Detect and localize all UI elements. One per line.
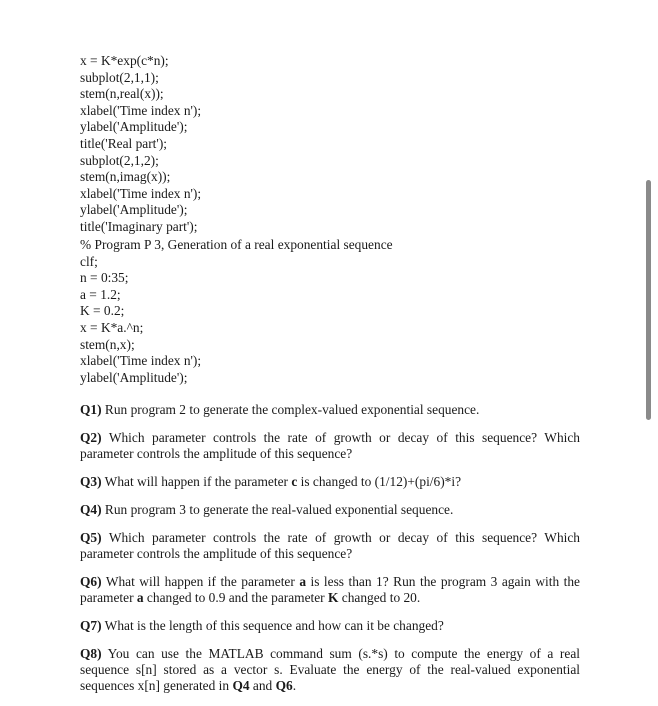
question-item xyxy=(80,618,580,634)
question-text: What will happen if the parameter xyxy=(101,574,300,589)
question-emphasis: K xyxy=(328,590,339,605)
question-text: and xyxy=(249,678,276,693)
question-emphasis: c xyxy=(291,474,298,489)
program2-code-line: stem(n,real(x)); xyxy=(80,86,164,102)
question-text: You can use the MATLAB command sum (s.*s) to compute the energy of a real sequence s[n] stored as a vector s. Evaluate the energy of the real-valued exponential sequences x[n] generated in xyxy=(80,646,580,693)
program3-code-line: a = 1.2; xyxy=(80,286,121,302)
question-item xyxy=(80,574,580,606)
program2-code-line: x = K*exp(c*n); xyxy=(80,53,169,68)
question-item xyxy=(80,530,580,562)
question-text: is changed to (1/12)+(pi/6)*i? xyxy=(297,474,462,489)
program2-code-line: xlabel('Time index n'); xyxy=(80,185,202,201)
program3-code-line: xlabel('Time index n'); xyxy=(80,353,202,369)
question-text: is less than 1? Run the program 3 again with the parameter xyxy=(80,574,580,605)
program2-code-line: subplot(2,1,1); xyxy=(80,69,159,85)
question-label: Q1) xyxy=(80,402,102,417)
question-text: Which parameter controls the rate of growth or decay of this sequence? Which parameter controls the amplitude of this sequence? xyxy=(80,530,580,561)
program3-code-line: x = K*a.^n; xyxy=(80,319,144,335)
program3-code-line: ylabel('Amplitude'); xyxy=(80,369,188,385)
question-text: changed to 0.9 and the parameter xyxy=(143,590,328,605)
program2-code-line: subplot(2,1,2); xyxy=(80,152,159,168)
question-item xyxy=(80,474,580,490)
questions-list xyxy=(80,402,580,706)
program2-code-line: xlabel('Time index n'); xyxy=(80,102,202,118)
program2-code-block xyxy=(80,53,201,236)
question-item xyxy=(80,646,580,694)
question-item xyxy=(80,402,580,418)
question-item xyxy=(80,502,580,518)
question-label: Q6) xyxy=(80,574,102,589)
program3-code-block xyxy=(80,237,393,386)
vertical-scrollbar[interactable] xyxy=(646,180,651,420)
question-text: changed to 20. xyxy=(338,590,421,605)
question-text: What is the length of this sequence and how can it be changed? xyxy=(101,618,444,633)
program2-code-line: ylabel('Amplitude'); xyxy=(80,119,188,135)
question-label: Q8) xyxy=(80,646,102,661)
question-text: What will happen if the parameter xyxy=(101,474,292,489)
program3-code-line: stem(n,x); xyxy=(80,336,135,352)
question-label: Q3) xyxy=(80,474,102,489)
question-emphasis: a xyxy=(136,590,144,605)
question-item xyxy=(80,430,580,462)
program2-code-line: stem(n,imag(x)); xyxy=(80,169,171,185)
question-text: . xyxy=(292,678,297,693)
program2-code-line: title('Imaginary part'); xyxy=(80,218,198,234)
question-text: Run program 2 to generate the complex-valued exponential sequence. xyxy=(101,402,480,417)
program2-code-line: ylabel('Amplitude'); xyxy=(80,202,188,218)
question-emphasis: Q4 xyxy=(232,678,250,693)
program2-code-line: title('Real part'); xyxy=(80,135,167,151)
program3-code-line: % Program P 3, Generation of a real exponential sequence xyxy=(80,237,393,252)
program3-code-line: clf; xyxy=(80,253,98,269)
question-emphasis: a xyxy=(299,574,307,589)
question-text: Run program 3 to generate the real-valued exponential sequence. xyxy=(101,502,454,517)
program3-code-line: n = 0:35; xyxy=(80,270,129,286)
question-label: Q4) xyxy=(80,502,102,517)
question-label: Q5) xyxy=(80,530,102,545)
question-text: Which parameter controls the rate of growth or decay of this sequence? Which parameter controls the amplitude of this sequence? xyxy=(80,430,580,461)
question-label: Q2) xyxy=(80,430,102,445)
program3-code-line: K = 0.2; xyxy=(80,303,125,319)
question-label: Q7) xyxy=(80,618,102,633)
question-emphasis: Q6 xyxy=(275,678,293,693)
